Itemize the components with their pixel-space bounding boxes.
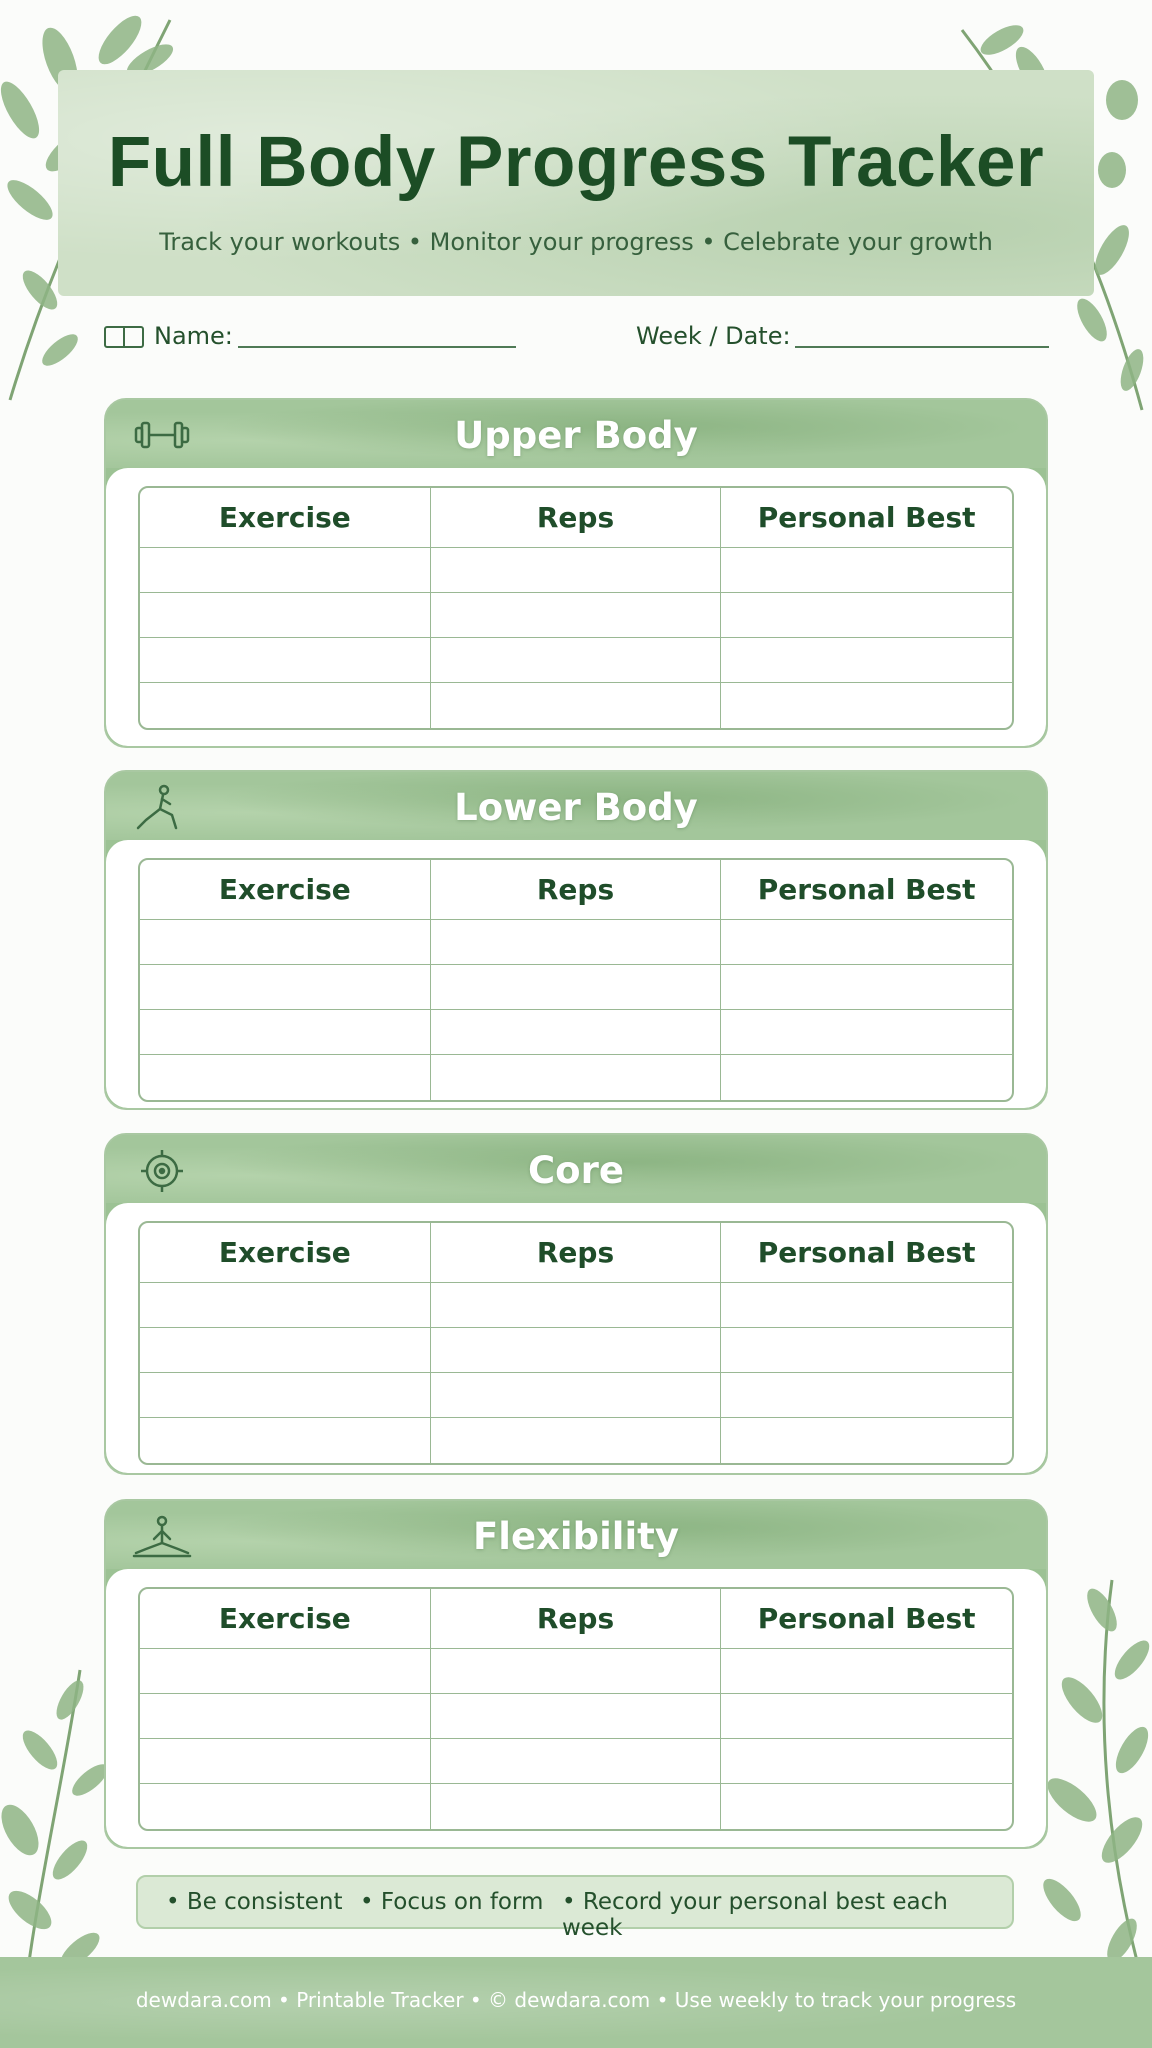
table-row: [140, 1694, 1012, 1739]
personal-best-cell[interactable]: [721, 1649, 1012, 1694]
section-title: Upper Body: [454, 414, 698, 457]
id-card-icon: [104, 326, 144, 348]
exercise-cell[interactable]: [140, 920, 431, 965]
reps-cell[interactable]: [431, 683, 722, 728]
tip-item: • Record your personal best each week: [562, 1889, 948, 1941]
footer-text: dewdara.com • Printable Tracker • © dewdara.com • Use weekly to track your progress: [135, 1988, 1017, 2012]
table-row: [140, 548, 1012, 593]
section-lower-body: [104, 770, 1048, 1110]
personal-best-cell[interactable]: [721, 1418, 1012, 1463]
reps-cell[interactable]: [431, 920, 722, 965]
reps-cell[interactable]: [431, 1739, 722, 1784]
table-row: [140, 1418, 1012, 1463]
reps-cell[interactable]: [431, 1784, 722, 1829]
personal-best-cell[interactable]: [721, 920, 1012, 965]
reps-cell[interactable]: [431, 1055, 722, 1100]
name-label: Name:: [154, 322, 233, 350]
section-body: [106, 1203, 1046, 1473]
section-body: [106, 840, 1046, 1108]
column-header-personal-best: Personal Best: [721, 1223, 1012, 1283]
exercise-cell[interactable]: [140, 1739, 431, 1784]
exercise-cell[interactable]: [140, 1283, 431, 1328]
personal-best-cell[interactable]: [721, 1739, 1012, 1784]
section-header: [106, 400, 1046, 468]
section-body: [106, 1569, 1046, 1847]
exercise-cell[interactable]: [140, 548, 431, 593]
personal-best-cell[interactable]: [721, 638, 1012, 683]
table-row: [140, 1649, 1012, 1694]
table-row: [140, 1784, 1012, 1829]
reps-cell[interactable]: [431, 1694, 722, 1739]
tips-bar: [136, 1875, 1014, 1941]
exercise-table: [138, 486, 1014, 730]
personal-best-cell[interactable]: [721, 1784, 1012, 1829]
personal-best-cell[interactable]: [721, 593, 1012, 638]
table-row: [140, 1055, 1012, 1100]
exercise-cell[interactable]: [140, 638, 431, 683]
table-row: [140, 683, 1012, 728]
column-header-personal-best: Personal Best: [721, 860, 1012, 920]
reps-cell[interactable]: [431, 965, 722, 1010]
personal-best-cell[interactable]: [721, 548, 1012, 593]
reps-cell[interactable]: [431, 548, 722, 593]
section-header: [106, 772, 1046, 840]
personal-best-cell[interactable]: [721, 1010, 1012, 1055]
column-header-exercise: Exercise: [140, 1223, 431, 1283]
column-header-exercise: Exercise: [140, 1589, 431, 1649]
date-label: Week / Date:: [636, 322, 791, 350]
page-title: Full Body Progress Tracker: [107, 123, 1045, 202]
column-header-reps: Reps: [431, 860, 722, 920]
tip-item: • Be consistent: [166, 1889, 343, 1915]
exercise-cell[interactable]: [140, 683, 431, 728]
reps-cell[interactable]: [431, 1649, 722, 1694]
personal-best-cell[interactable]: [721, 1694, 1012, 1739]
table-row: [140, 1283, 1012, 1328]
column-header-personal-best: Personal Best: [721, 1589, 1012, 1649]
personal-best-cell[interactable]: [721, 965, 1012, 1010]
reps-cell[interactable]: [431, 1418, 722, 1463]
section-title: Flexibility: [473, 1515, 679, 1558]
column-header-personal-best: Personal Best: [721, 488, 1012, 548]
exercise-cell[interactable]: [140, 1010, 431, 1055]
table-row: [140, 1010, 1012, 1055]
column-header-exercise: Exercise: [140, 488, 431, 548]
table-row: [140, 1328, 1012, 1373]
exercise-cell[interactable]: [140, 1055, 431, 1100]
table-row: [140, 638, 1012, 683]
tip-item: • Focus on form: [360, 1889, 544, 1915]
section-flexibility: [104, 1499, 1048, 1849]
personal-best-cell[interactable]: [721, 1055, 1012, 1100]
table-row: [140, 1739, 1012, 1784]
exercise-table: [138, 1587, 1014, 1831]
exercise-cell[interactable]: [140, 593, 431, 638]
exercise-cell[interactable]: [140, 1418, 431, 1463]
personal-best-cell[interactable]: [721, 1373, 1012, 1418]
personal-best-cell[interactable]: [721, 683, 1012, 728]
exercise-cell[interactable]: [140, 1328, 431, 1373]
exercise-cell[interactable]: [140, 1373, 431, 1418]
reps-cell[interactable]: [431, 1373, 722, 1418]
header-banner: [58, 70, 1094, 296]
section-core: [104, 1133, 1048, 1475]
reps-cell[interactable]: [431, 593, 722, 638]
section-upper-body: [104, 398, 1048, 748]
reps-cell[interactable]: [431, 1010, 722, 1055]
personal-best-cell[interactable]: [721, 1283, 1012, 1328]
section-body: [106, 468, 1046, 746]
exercise-table: [138, 858, 1014, 1102]
reps-cell[interactable]: [431, 1283, 722, 1328]
section-header: [106, 1135, 1046, 1203]
personal-best-cell[interactable]: [721, 1328, 1012, 1373]
reps-cell[interactable]: [431, 638, 722, 683]
section-title: Lower Body: [454, 786, 698, 829]
reps-cell[interactable]: [431, 1328, 722, 1373]
table-row: [140, 965, 1012, 1010]
column-header-reps: Reps: [431, 488, 722, 548]
footer: [0, 1957, 1152, 2048]
section-title: Core: [528, 1149, 624, 1192]
exercise-cell[interactable]: [140, 1694, 431, 1739]
date-field[interactable]: [795, 346, 1049, 348]
table-row: [140, 593, 1012, 638]
page-subtitle: Track your workouts • Monitor your progress • Celebrate your growth: [159, 228, 993, 256]
exercise-table: [138, 1221, 1014, 1465]
section-header: [106, 1501, 1046, 1569]
exercise-cell[interactable]: [140, 1649, 431, 1694]
info-row: [0, 320, 1152, 360]
column-header-reps: Reps: [431, 1223, 722, 1283]
column-header-exercise: Exercise: [140, 860, 431, 920]
name-field[interactable]: [238, 346, 516, 348]
table-row: [140, 1373, 1012, 1418]
table-row: [140, 920, 1012, 965]
column-header-reps: Reps: [431, 1589, 722, 1649]
exercise-cell[interactable]: [140, 965, 431, 1010]
exercise-cell[interactable]: [140, 1784, 431, 1829]
